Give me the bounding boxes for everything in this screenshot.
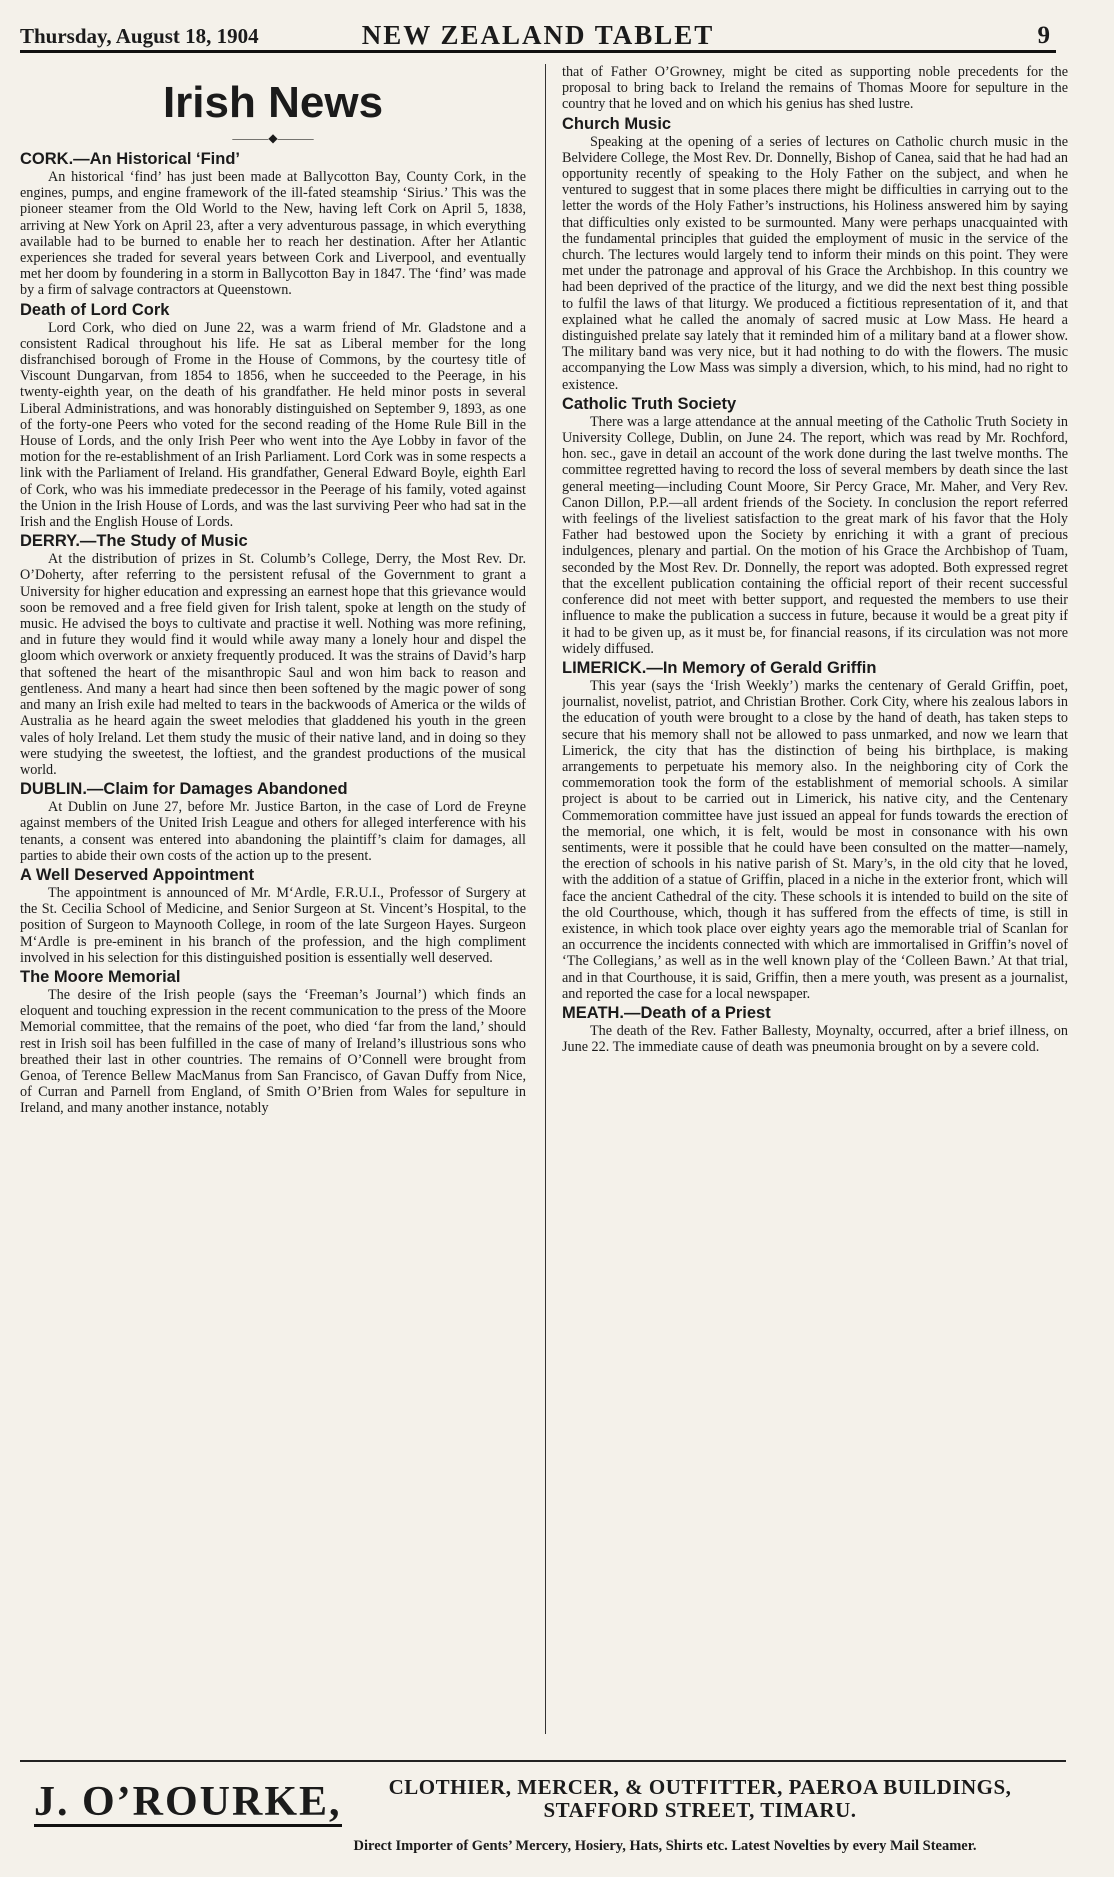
article-heading-appointment: A Well Deserved Appointment bbox=[20, 865, 255, 884]
article-heading-moore-memorial: The Moore Memorial bbox=[20, 967, 181, 986]
advertiser-tagline: Direct Importer of Gents’ Mercery, Hosiery, Hats, Shirts etc. Latest Novelties by every Mail Steamer. bbox=[353, 1838, 977, 1854]
footer-divider bbox=[20, 1760, 1066, 1762]
article-body-dublin: At Dublin on June 27, before Mr. Justice Barton, in the case of Lord de Freyne against members of the United Irish League and others for alleged interference with his tenants, a consent was entered into abandoning the plaintiff’s claim for damages, all parties to abide their own costs of the action up to the present. bbox=[20, 799, 526, 864]
article-body-derry: At the distribution of prizes in St. Columb’s College, Derry, the Most Rev. Dr. O’Doherty, after referring to the persistent refusal of the Government to grant a University for higher education and expressing an earnest hope that this grievance would soon be removed and a free field given for Irish talent, spoke at length on the study of music. He advised the boys to cultivate and practise it well. Nothing was more refining, and in future they would find it would while away many a lonely hour and dispel the gloom which overwork or anxiety frequently produced. It was the strains of David’s harp that softened the heart of the misanthropic Saul and won him back to reason and gentleness. And many a heart had since then been softened by the magic power of song and many an Irish exile had melted to tears in the backwoods of America or the wilds of Australia as he heard again the sweet melodies that gladdened his youth in the green vales of holy Ireland. Let them study the music of their native land, and in doing so they were studying the sweetest, the loftiest, and the grandest productions of the musical world. bbox=[20, 551, 526, 778]
article-body-catholic-truth-society: There was a large attendance at the annual meeting of the Catholic Truth Society in University College, Dublin, on June 24. The report, which was read by Mr. Rochford, hon. sec., gave in detail an account of the work done during the last twelve months. The committee regretted having to record the loss of several members by death since the last general meeting—including Count Moore, Sir Percy Grace, Mr. Maher, and Very Rev. Canon Dillon, P.P.—all ardent friends of the Society. In conclusion the report referred with feelings of the liveliest satisfaction to the great mark of his favor that the Holy Father had bestowed upon the Society by enriching it with a grant of precious indulgences, plenary and partial. On the motion of his Grace the Archbishop of Tuam, seconded by the Most Rev. Dr. Donnelly, the report was adopted. Both expressed regret that the excellent publication containing the official report of their recent successful conference did not meet with better support, and requested the members to use their influence to make the publication a success in future, because it would be a great pity if it had to be given up, as it must be, for financial reasons, if its circulation was not more widely diffused. bbox=[562, 413, 1068, 657]
article-heading-lord-cork: Death of Lord Cork bbox=[20, 300, 170, 319]
article-heading-meath: MEATH.—Death of a Priest bbox=[562, 1003, 771, 1022]
article-body-appointment: The appointment is announced of Mr. M‘Ardle, F.R.U.I., Professor of Surgery at the St. Cecilia School of Medicine, and Senior Surgeon at St. Vincent’s Hospital, to the position of Surgeon to Maynooth College, in room of the late Surgeon Hayes. Surgeon M‘Ardle is pre-eminent in his branch of the profession, and the high compliment involved in his selection for this distinguished position is essentially well deserved. bbox=[20, 884, 526, 966]
article-body-meath: The death of the Rev. Father Ballesty, Moynalty, occurred, after a brief illness, on June 22. The immediate cause of death was pneumonia brought on by a severe cold. bbox=[562, 1022, 1068, 1056]
title-ornament: ———◆——— bbox=[232, 131, 314, 145]
page-number: 9 bbox=[1037, 22, 1050, 49]
newspaper-title: NEW ZEALAND TABLET bbox=[361, 20, 715, 50]
article-body-moore-continued: that of Father O’Growney, might be cited as supporting noble precedents for the proposal to bring back to Ireland the remains of Thomas Moore for sepulture in the country that he loved and on which his genius has shed lustre. bbox=[562, 64, 1068, 113]
article-body-limerick: This year (says the ‘Irish Weekly’) marks the centenary of Gerald Griffin, poet, journalist, novelist, patriot, and Christian Brother. Cork City, where his zealous labors in the education of youth were brought to a close by the hand of death, has taken steps to secure that his memory shall not be allowed to pass unmarked, and now we learn that Limerick, the city that has the distinction of being his birthplace, is making arrangements to perpetuate his memory also. In the neighboring city of Cork the commemoration took the form of the establishment of memorial schools. A similar project is about to be carried out in Limerick, his native city, and the Centenary Commemoration committee have just issued an appeal for funds towards the erection of the memorial, one which, it is felt, would be most in consonance with his own sentiments, were it possible that he could have been consulted on the matter—namely, the erection of schools in his native parish of St. Mary’s, in the old city that he loved, with the addition of a statue of Griffin, placed in a niche in the exterior front, which will face the ancient Cathedral of the city. These schools it is intended to build on the site of the old Courthouse, which, though it has suffered from the effects of time, is still in existence, in which took place over eighty years ago the memorable trial of Scanlan for an occurrence the incidents connected with which are immortalised in Griffin’s novel of ‘The Collegians,’ as well as in the well known play of the ‘Colleen Bawn.’ At that trial, and in that Courthouse, it is said, Griffin, then a mere youth, was present as a journalist, and reported the case for a local newspaper. bbox=[562, 677, 1068, 1002]
section-title: Irish News bbox=[162, 78, 384, 127]
column-divider bbox=[545, 64, 546, 1734]
advertiser-name: J. O’ROURKE, bbox=[34, 1779, 342, 1825]
article-body-moore-memorial: The desire of the Irish people (says the ‘Freeman’s Journal’) which finds an eloquent and touching expression in the recent communication to the press of the Moore Memorial committee, that the remains of the poet, who died ‘far from the land,’ should rest in Irish soil has been fulfilled in the case of many of Ireland’s illustrious sons who breathed their last in other countries. The remains of O’Connell were brought from Genoa, of Terence Bellew MacManus from San Francisco, of Gavan Duffy from Nice, of Curran and Parnell from England, of Smith O’Brien from Wales for sepulture in Ireland, and many another instance, notably bbox=[20, 986, 526, 1117]
article-heading-limerick: LIMERICK.—In Memory of Gerald Griffin bbox=[562, 658, 877, 677]
right-column bbox=[562, 64, 1068, 1744]
article-heading-derry: DERRY.—The Study of Music bbox=[20, 532, 248, 551]
masthead bbox=[20, 20, 1056, 53]
article-heading-church-music: Church Music bbox=[562, 114, 672, 133]
advertiser-description: CLOTHIER, MERCER, & OUTFITTER, PAEROA BUILDINGS, STAFFORD STREET, TIMARU. bbox=[388, 1775, 1012, 1822]
advertisement bbox=[20, 1774, 1066, 1864]
left-column bbox=[20, 64, 526, 1744]
article-heading-cork: CORK.—An Historical ‘Find’ bbox=[20, 150, 241, 168]
article-heading-catholic-truth-society: Catholic Truth Society bbox=[562, 394, 737, 413]
article-body-lord-cork: Lord Cork, who died on June 22, was a warm friend of Mr. Gladstone and a consistent Radical throughout his life. He sat as Liberal member for the long disfranchised borough of Frome in the House of Commons, by the courtesy title of Viscount Dungarvan, from 1854 to 1856, when he succeeded to the Peerage, in his twenty-eighth year, on the death of his grandfather. He held minor posts in several Liberal Administrations, and was honorably distinguished on September 9, 1893, as one of the forty-one Peers who voted for the second reading of the Home Rule Bill in the House of Lords, and the only Irish Peer who went into the Aye Lobby in favor of the motion for the re-establishment of an Irish Parliament. Lord Cork was in some respects a link with the Parliament of Ireland. His grandfather, General Edward Boyle, eighth Earl of Cork, who was his immediate predecessor in the Peerage of his family, voted against the Union in the Irish House of Lords, and was the last surviving Peer who had sat in the Irish and the English House of Lords. bbox=[20, 319, 526, 531]
article-heading-dublin: DUBLIN.—Claim for Damages Abandoned bbox=[20, 780, 348, 799]
article-body-cork: An historical ‘find’ has just been made at Ballycotton Bay, County Cork, in the engines, pumps, and engine framework of the ill-fated steamship ‘Sirius.’ This was the pioneer steamer from the Old World to the New, having left Cork on April 5, 1838, arriving at New York on April 23, after a very adventurous passage, in which everything available had to be burned to enable her to reach her destination. After her Atlantic experiences she traded for several years between Cork and Liverpool, and eventually met her doom by foundering in a storm in Ballycotton Bay in 1847. The ‘find’ was made by a firm of salvage contractors at Queenstown. bbox=[20, 169, 526, 299]
article-body-church-music: Speaking at the opening of a series of lectures on Catholic church music in the Belvidere College, the Most Rev. Dr. Donnelly, Bishop of Canea, said that he had had an opportunity recently of speaking to the Holy Father on the subject, and when he ventured to suggest that in some places there might be difficulties in carrying out to the letter the words of the Holy Father’s instructions, his Holiness answered him by saying that difficulties only existed to be surmounted. Many were perhaps unacquainted with the fundamental principles that guided the employment of music in the service of the church. The lectures would largely tend to inform their minds on this point. They were met under the patronage and approval of his Grace the Archbishop. In this country we had been deprived of the practice of the liturgy, and we did the next best thing possible to fulfil the laws of that liturgy. We produced a fictitious representation of it, and that explained what he called the anomaly of sacred music at Low Mass. He heard a distinguished prelate say lately that it reminded him of a military band at a flower show. The military band was very nice, but it had nothing to do with the flowers. The music accompanying the Low Mass was simply a diversion, which, to his mind, had no right to existence. bbox=[562, 133, 1068, 393]
issue-date: Thursday, August 18, 1904 bbox=[20, 24, 259, 48]
